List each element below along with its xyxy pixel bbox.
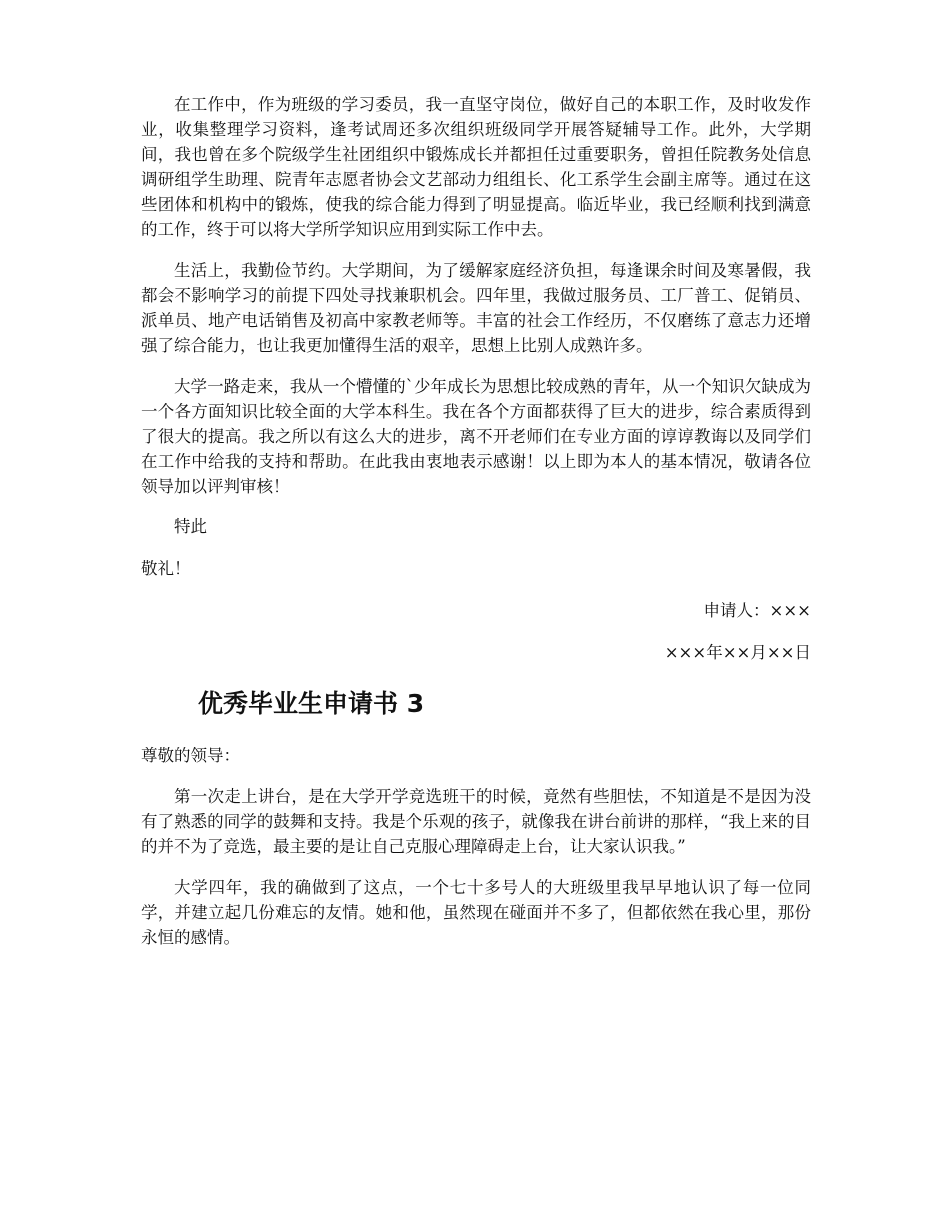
paragraph-podium: 第一次走上讲台，是在大学开学竞选班干的时候，竟然有些胆怯，不知道是不是因为没有了熟悉的同学的鼓舞和支持。我是个乐观的孩子，就像我在讲台前讲的那样，“我上来的目的并不为了竞选，最主要的是让自己克服心理障碍走上台，让大家认识我。”	[141, 787, 811, 856]
greeting: 尊敬的领导：	[141, 746, 240, 765]
paragraph-friendship: 大学四年，我的确做到了这点，一个七十多号人的大班级里我早早地认识了每一位同学，并建立起几份难忘的友情。她和他，虽然现在碰面并不多了，但都依然在我心里，那份永恒的感情。	[141, 878, 811, 947]
document-page	[141, 92, 811, 950]
paragraph-summary: 大学一路走来，我从一个懵懂的`少年成长为思想比较成熟的青年，从一个知识欠缺成为一个各方面知识比较全面的大学本科生。我在各个方面都获得了巨大的进步，综合素质得到了很大的提高。我之所以有这么大的进步，离不开老师们在专业方面的谆谆教诲以及同学们在工作中给我的支持和帮助。在此我由衷地表示感谢！以上即为本人的基本情况，敬请各位领导加以评判审核！	[141, 377, 811, 496]
section-heading: 优秀毕业生申请书 3	[198, 689, 425, 718]
paragraph-life: 生活上，我勤俭节约。大学期间，为了缓解家庭经济负担，每逢课余时间及寒暑假，我都会不影响学习的前提下四处寻找兼职机会。四年里，我做过服务员、工厂普工、促销员、派单员、地产电话销售及初高中家教老师等。丰富的社会工作经历，不仅磨练了意志力还增强了综合能力，也让我更加懂得生活的艰辛，思想上比别人成熟许多。	[141, 261, 811, 355]
closing-teci: 特此	[174, 517, 207, 536]
signature-date: ×××年××月××日	[664, 643, 811, 662]
paragraph-work: 在工作中，作为班级的学习委员，我一直坚守岗位，做好自己的本职工作，及时收发作业，收集整理学习资料，逢考试周还多次组织班级同学开展答疑辅导工作。此外，大学期间，我也曾在多个院级学生社团组织中锻炼成长并都担任过重要职务，曾担任院教务处信息调研组学生助理、院青年志愿者协会文艺部动力组组长、化工系学生会副主席等。通过在这些团体和机构中的锻炼，使我的综合能力得到了明显提高。临近毕业，我已经顺利找到满意的工作，终于可以将大学所学知识应用到实际工作中去。	[141, 95, 811, 239]
closing-salute: 敬礼！	[141, 559, 191, 578]
applicant-signature: 申请人：×××	[703, 601, 811, 620]
